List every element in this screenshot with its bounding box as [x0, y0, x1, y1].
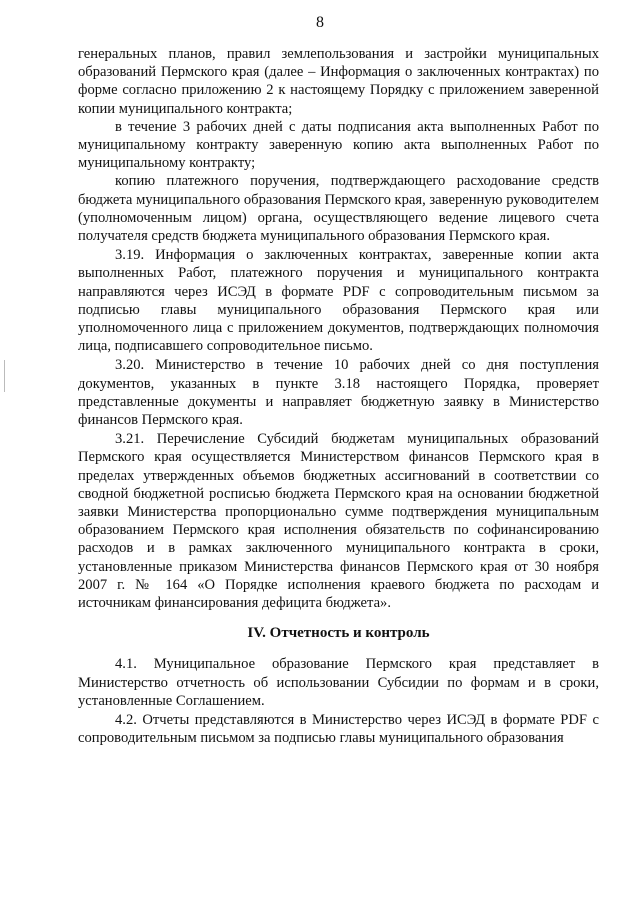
scan-margin-mark	[4, 360, 5, 392]
paragraph-3-19: 3.19. Информация о заключенных контрактах, заверенные копии акта выполненных Работ, платежного поручения и муниципального контракта направляются через ИСЭД в формате PDF с сопроводительным письмом за подписью главы муниципального образования Пермского края или уполномоченного лица с приложением документов, подтверждающих полномочия лица, подписавшего сопроводительное письмо.	[78, 247, 599, 355]
paragraph-2: в течение 3 рабочих дней с даты подписания акта выполненных Работ по муниципальному контракту заверенную копию акта выполненных Работ по муниципальному контракту;	[78, 118, 599, 172]
paragraph-3: копию платежного поручения, подтверждающего расходование средств бюджета муниципального образования Пермского края, заверенную руководителем (уполномоченным лицом) органа, осуществляющего ведение лицевого счета получателя средств бюджета муниципального образования Пермского края.	[78, 173, 599, 245]
paragraph-3-21: 3.21. Перечисление Субсидий бюджетам муниципальных образований Пермского края осуществляется Министерством финансов Пермского края в пределах утвержденных объемов бюджетных ассигнований в соответствии со сводной бюджетной росписью бюджета Пермского края на основании бюджетной заявки Министерства пропорционально сумме подтверждения муниципальным образованием Пермского края исполнения обязательств по софинансированию расходов и в рамках заключенного муниципального контракта в сроки, установленные приказом Министерства финансов Пермского края от 30 ноября 2007 г. № 164 «О Порядке исполнения краевого бюджета по расходам и источникам финансирования дефицита бюджета».	[78, 431, 599, 612]
document-body	[78, 45, 599, 747]
paragraph-4-2: 4.2. Отчеты представляются в Министерство через ИСЭД в формате PDF с сопроводительным письмом за подписью главы муниципального образования	[78, 711, 599, 747]
paragraph-4-1: 4.1. Муниципальное образование Пермского края представляет в Министерство отчетность об использовании Субсидии по формам и в сроки, установленные Соглашением.	[78, 656, 599, 709]
section-heading: IV. Отчетность и контроль	[247, 625, 430, 642]
page-number: 8	[316, 14, 324, 31]
paragraph-1: генеральных планов, правил землепользования и застройки муниципальных образований Пермского края (далее – Информация о заключенных контрактах) по форме согласно приложению 2 к настоящему Порядку с приложением заверенной копии муниципального контракта;	[78, 46, 599, 117]
paragraph-3-20: 3.20. Министерство в течение 10 рабочих дней со дня поступления документов, указанных в пункте 3.18 настоящего Порядка, проверяет представленные документы и направляет бюджетную заявку в Министерство финансов Пермского края.	[78, 357, 599, 429]
